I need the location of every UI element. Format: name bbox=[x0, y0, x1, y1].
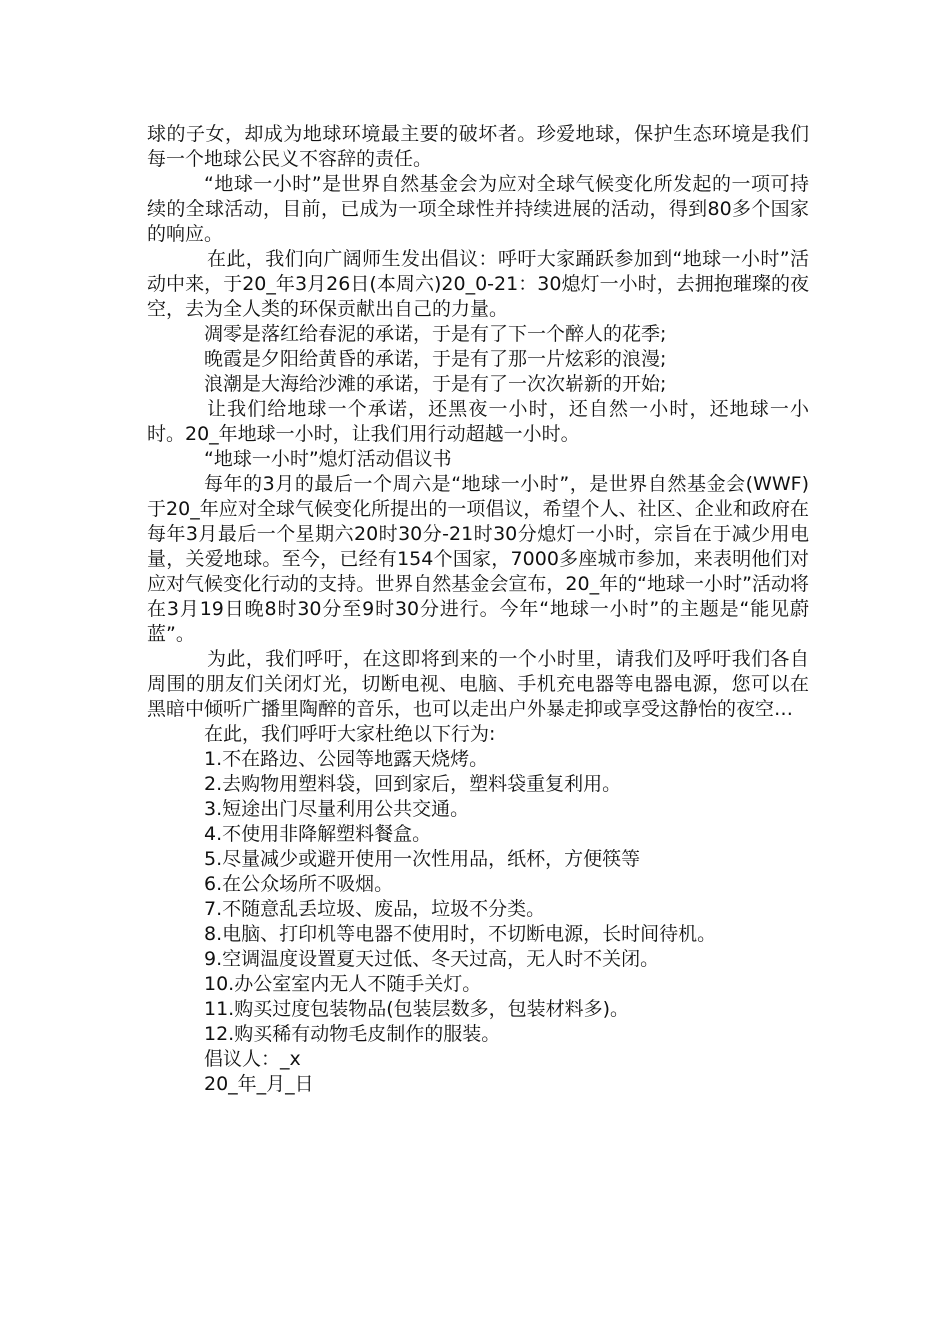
promise-line-3: 浪潮是大海给沙滩的承诺，于是有了一次次崭新的开始; bbox=[204, 373, 667, 395]
paragraph-intro-continuation: 球的子女，却成为地球环境最主要的破坏者。珍爱地球，保护生态环境是我们每一个地球公民义不容辞的责任。 bbox=[147, 123, 809, 170]
section-title: “地球一小时”熄灯活动倡议书 bbox=[204, 448, 452, 470]
list-item: 1.不在路边、公园等地露天烧烤。 bbox=[204, 748, 489, 770]
date-line: 20_年_月_日 bbox=[204, 1073, 314, 1095]
list-item: 6.在公众场所不吸烟。 bbox=[204, 873, 394, 895]
signer-line: 倡议人：_x bbox=[204, 1048, 301, 1070]
list-item: 10.办公室室内无人不随手关灯。 bbox=[204, 973, 482, 995]
list-item: 3.短途出门尽量利用公共交通。 bbox=[204, 798, 470, 820]
promise-line-2: 晚霞是夕阳给黄昏的承诺，于是有了那一片炫彩的浪漫; bbox=[204, 348, 667, 370]
paragraph-wwf-background: 每年的3月的最后一个周六是“地球一小时”，是世界自然基金会(WWF)于20_年应对全球气候变化所提出的一项倡议，希望个人、社区、企业和政府在每年3月最后一个星期六20时30分-21时30分熄灯一小时，宗旨在于减少用电量，关爱地球。至今，已经有154个国家，7000多座城市参加，来表明他们对应对气候变化行动的支持。世界自然基金会宣布，20_年的“地球一小时”活动将在3月19日晚8时30分至9时30分进行。今年“地球一小时”的主题是“能见蔚蓝”。 bbox=[147, 473, 809, 645]
paragraph-call-to-action: 在此，我们向广阔师生发出倡议：呼吁大家踊跃参加到“地球一小时”活动中来，于20_年3月26日(本周六)20_0-21：30熄灯一小时，去拥抱璀璨的夜空，去为全人类的环保贡献出自己的力量。 bbox=[147, 248, 809, 320]
paragraph-promise-to-earth: 让我们给地球一个承诺，还黑夜一小时，还自然一小时，还地球一小时。20_年地球一小时，让我们用行动超越一小时。 bbox=[147, 398, 809, 445]
list-item: 11.购买过度包装物品(包装层数多，包装材料多)。 bbox=[204, 998, 630, 1020]
behavior-list bbox=[147, 747, 809, 1047]
list-item: 9.空调温度设置夏天过低、冬天过高，无人时不关闭。 bbox=[204, 948, 660, 970]
list-item: 5.尽量减少或避开使用一次性用品，纸杯，方便筷等 bbox=[204, 848, 641, 870]
list-item: 7.不随意乱丢垃圾、废品，垃圾不分类。 bbox=[204, 898, 546, 920]
list-item: 12.购买稀有动物毛皮制作的服装。 bbox=[204, 1023, 501, 1045]
paragraph-earth-hour-definition: “地球一小时”是世界自然基金会为应对全球气候变化所发起的一项可持续的全球活动，目前，已成为一项全球性并持续进展的活动，得到80多个国家的响应。 bbox=[147, 173, 809, 245]
list-intro: 在此，我们呼吁大家杜绝以下行为: bbox=[204, 723, 496, 745]
list-item: 8.电脑、打印机等电器不使用时，不切断电源，长时间待机。 bbox=[204, 923, 717, 945]
promise-line-1: 凋零是落红给春泥的承诺，于是有了下一个醉人的花季; bbox=[204, 323, 667, 345]
list-item: 4.不使用非降解塑料餐盒。 bbox=[204, 823, 432, 845]
list-item: 2.去购物用塑料袋，回到家后，塑料袋重复利用。 bbox=[204, 773, 622, 795]
document-body bbox=[147, 122, 809, 1097]
paragraph-appeal: 为此，我们呼吁，在这即将到来的一个小时里，请我们及呼吁我们各自周围的朋友们关闭灯光，切断电视、电脑、手机充电器等电器电源，您可以在黑暗中倾听广播里陶醉的音乐，也可以走出户外暴走抑或享受这静怡的夜空… bbox=[147, 648, 809, 720]
